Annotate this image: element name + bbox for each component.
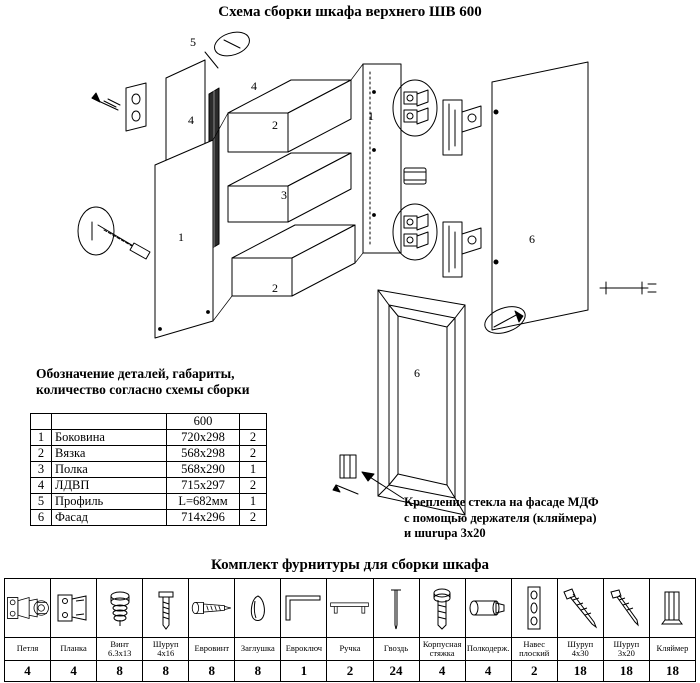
parts-table [30,413,267,526]
shelf-support-icon [466,579,511,637]
hinge-icon [5,579,50,637]
page-title: Схема сборки шкафа верхнего ШВ 600 [218,4,482,20]
hardware-qty: 8 [143,661,189,682]
hardware-qty: 8 [235,661,281,682]
callout-4a: 4 [251,79,257,93]
hardware-cell-screw-3x20 [603,579,649,638]
screw-left-top [92,93,120,110]
part-shelf-3 [228,153,351,222]
part-back-panel-4 [363,64,401,253]
hardware-qty: 2 [511,661,557,682]
callout-6b: 6 [414,366,420,380]
part-qty: 2 [240,478,267,494]
hardware-name: Шуруп 4x16 [143,638,189,661]
hardware-name: Гвоздь [373,638,419,661]
part-num: 2 [31,446,52,462]
callout-leader-5 [205,28,253,68]
hardware-qty: 18 [603,661,649,682]
part-qty: 1 [240,462,267,478]
fastening-note [404,495,684,542]
callout-1a: 1 [368,109,374,123]
mounting-plate-icon [51,579,96,637]
parts-header-qty [240,414,267,430]
screw-cam-icon [97,579,142,637]
hardware-qty: 1 [281,661,327,682]
legend-caption-line1: Обозначение деталей, габариты, [36,366,235,381]
hardware-name: Евровинт [189,638,235,661]
hardware-name-row [5,638,696,661]
hardware-qty: 24 [373,661,419,682]
hardware-name: Винт 6.3x13 [97,638,143,661]
part-dim: 568x290 [167,462,240,478]
hardware-name: Полкодерж. [465,638,511,661]
hardware-qty: 4 [51,661,97,682]
nail-icon [374,579,419,637]
hardware-name: Корпусная стяжка [419,638,465,661]
hardware-name: Планка [51,638,97,661]
euroscrew-detail-left [78,207,150,259]
screw-4x30-icon [558,579,603,637]
hardware-cell-plate [51,579,97,638]
hardware-cell-shelf-support [465,579,511,638]
screw-icon [143,579,188,637]
fastening-note-line3: и шurupa 3x20 [404,526,486,541]
hardware-qty: 8 [189,661,235,682]
hardware-name: Петля [5,638,51,661]
hardware-qty: 4 [5,661,51,682]
part-qty: 2 [240,446,267,462]
table-row [31,446,267,462]
fastening-note-line1: Крепление стекла на фасаде МДФ [404,495,599,509]
hardware-name: Шуруп 4x30 [557,638,603,661]
flat-hanger-icon [512,579,557,637]
legend-caption-line2: количество согласно схемы сборки [36,382,250,398]
legend-caption [36,366,296,398]
part-dim: 720x298 [167,430,240,446]
part-dim: 715x297 [167,478,240,494]
part-name: Боковина [52,430,167,446]
hardware-cell-handle [327,579,373,638]
part-num: 1 [31,430,52,446]
hardware-qty: 2 [327,661,373,682]
hardware-cell-cap [235,579,281,638]
part-bottom-panel-2 [232,225,355,296]
part-num: 6 [31,510,52,526]
hardware-qty-row [5,661,696,682]
hardware-icon-row [5,579,696,638]
hardware-name: Кляймер [649,638,695,661]
hardware-name: Заглушка [235,638,281,661]
part-qty: 1 [240,494,267,510]
part-facade-6-right [492,62,588,330]
hardware-cell-allen-key [281,579,327,638]
hardware-cell-cam-screw [97,579,143,638]
door-hinge-upper [443,100,481,155]
fastening-note-line2: с помощью держателя (кляймера) [404,510,597,525]
table-row [31,462,267,478]
part-name: ЛДВП [52,478,167,494]
hardware-qty: 8 [97,661,143,682]
allen-key-icon [281,579,326,637]
hardware-title: Комплект фурнитуры для сборки шкафа [211,557,489,573]
hardware-cell-nail [373,579,419,638]
part-num: 3 [31,462,52,478]
hardware-cell-euroscrew [189,579,235,638]
hardware-name: Шуруп 3x20 [603,638,649,661]
part-name: Вязка [52,446,167,462]
part-side-panel-front [155,140,213,338]
callout-2a: 2 [272,118,278,132]
hardware-cell-screw-4x30 [557,579,603,638]
euroscrew-icon [189,579,234,637]
hardware-cell-screw-4x16 [143,579,189,638]
handle-icon [327,579,372,637]
callout-3: 3 [281,188,287,202]
hardware-qty: 4 [465,661,511,682]
screw-3x20-icon [604,579,649,637]
hardware-cell-glass-clamp [649,579,695,638]
parts-header-name [52,414,167,430]
hardware-qty: 4 [419,661,465,682]
parts-header-width: 600 [167,414,240,430]
part-qty: 2 [240,510,267,526]
hardware-qty: 18 [649,661,695,682]
callout-2b: 2 [272,281,278,295]
callout-4b: 4 [188,113,194,127]
part-top-panel-2 [228,80,351,152]
callout-1b: 1 [178,230,184,244]
hardware-table [4,578,696,682]
table-row [31,510,267,526]
hardware-cell-body-connector [419,579,465,638]
cap-icon [235,579,280,637]
table-row [31,478,267,494]
hardware-qty: 18 [557,661,603,682]
glass-clamp-icon [650,579,695,637]
part-qty: 2 [240,430,267,446]
parts-header-num [31,414,52,430]
table-row [31,430,267,446]
hardware-cell-hinge [5,579,51,638]
table-row [31,494,267,510]
hardware-cell-flat-hanger [511,579,557,638]
callout-5: 5 [190,35,196,49]
mounting-plate-left [126,83,146,131]
part-facade-6-bottom [378,290,465,515]
part-dim: L=682мм [167,494,240,510]
part-handle-right [600,282,656,294]
body-connector-icon [420,579,465,637]
part-name: Фасад [52,510,167,526]
parts-table-header-row [31,414,267,430]
glass-clamp-detail [333,455,358,494]
hardware-name: Евроключ [281,638,327,661]
part-dim: 568x298 [167,446,240,462]
part-body-connector [404,168,426,184]
part-name: Полка [52,462,167,478]
hardware-name: Ручка [327,638,373,661]
door-hinge-lower [443,222,481,277]
part-name: Профиль [52,494,167,510]
part-num: 5 [31,494,52,510]
callout-6a: 6 [529,232,535,246]
hardware-name: Навес плоский [511,638,557,661]
part-num: 4 [31,478,52,494]
part-dim: 714x296 [167,510,240,526]
